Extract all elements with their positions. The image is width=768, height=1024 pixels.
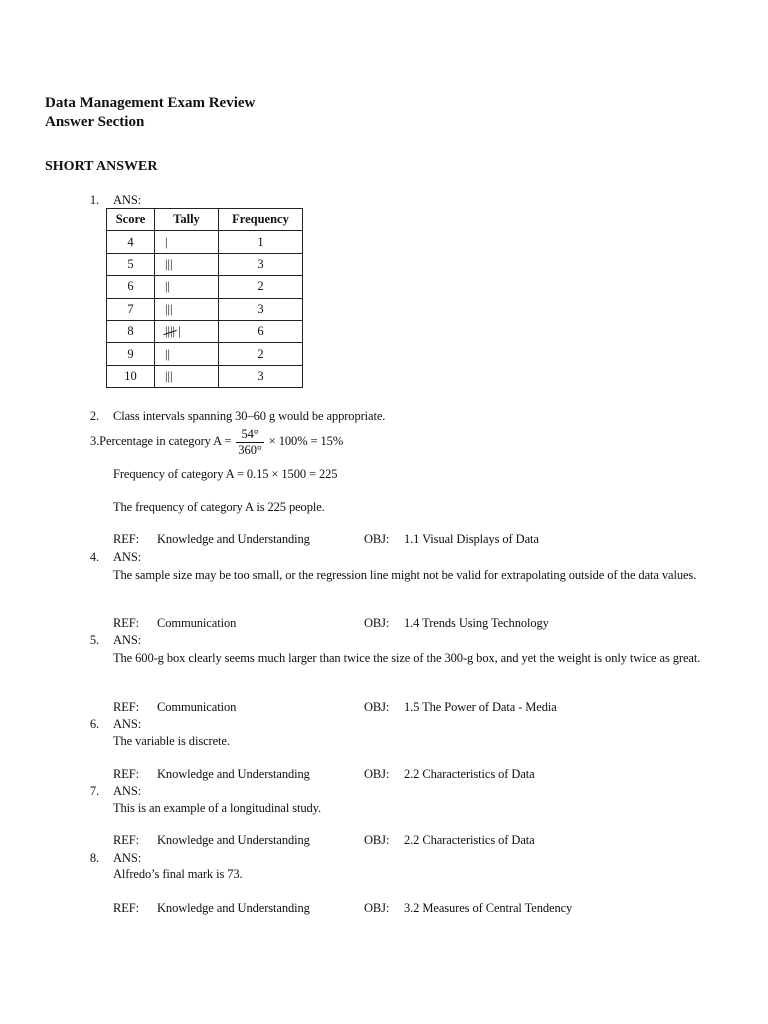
- column-header-frequency: Frequency: [219, 209, 303, 231]
- q7-ans-label: ANS:: [113, 784, 142, 798]
- q7-number: 7.: [89, 784, 99, 798]
- q5-obj-value: 1.5 The Power of Data - Media: [404, 700, 557, 714]
- q7-obj-label: OBJ:: [364, 833, 390, 847]
- q8-ans-label: ANS:: [113, 851, 142, 865]
- q8-obj-label: OBJ:: [364, 901, 390, 915]
- table-header-row: [107, 209, 303, 231]
- q7-ref-value: Knowledge and Understanding: [157, 833, 310, 847]
- tally-cell: |: [155, 231, 219, 253]
- score-cell: 10: [107, 365, 155, 387]
- q6-obj-label: OBJ:: [364, 767, 390, 781]
- frequency-cell: 2: [219, 276, 303, 298]
- q6-ref-value: Knowledge and Understanding: [157, 767, 310, 781]
- table-row: [107, 320, 303, 342]
- q5-ans-label: ANS:: [113, 633, 142, 647]
- q8-obj-value: 3.2 Measures of Central Tendency: [404, 901, 573, 915]
- q3-obj-label: OBJ:: [364, 532, 390, 546]
- q5-obj-label: OBJ:: [364, 700, 390, 714]
- score-cell: 9: [107, 343, 155, 365]
- q5-number: 5.: [89, 633, 99, 647]
- score-cell: 6: [107, 276, 155, 298]
- q6-obj-value: 2.2 Characteristics of Data: [404, 767, 535, 781]
- q8-ref-label: REF:: [113, 901, 139, 915]
- q3-fraction: [236, 427, 263, 458]
- q3-suffix: × 100% = 15%: [268, 434, 344, 448]
- table-row: [107, 253, 303, 275]
- q2-text: Class intervals spanning 30–60 g would be appropriate.: [113, 409, 386, 423]
- q7-text: This is an example of a longitudinal study.: [113, 801, 322, 815]
- tally-cell: ||: [155, 276, 219, 298]
- tally-five-group: ||||: [165, 324, 176, 339]
- frequency-cell: 3: [219, 298, 303, 320]
- section-heading: SHORT ANSWER: [45, 159, 158, 174]
- frequency-cell: 3: [219, 365, 303, 387]
- column-header-tally: Tally: [155, 209, 219, 231]
- tally-cell: |||: [155, 298, 219, 320]
- tally-extra: |: [175, 324, 181, 339]
- score-cell: 5: [107, 253, 155, 275]
- q3-equation: [90, 426, 343, 458]
- frequency-cell: 3: [219, 253, 303, 275]
- q8-ref-value: Knowledge and Understanding: [157, 901, 310, 915]
- q4-ans-label: ANS:: [113, 550, 142, 564]
- q6-ref-label: REF:: [113, 767, 139, 781]
- tally-cell: [155, 320, 219, 342]
- q3-line2: Frequency of category A = 0.15 × 1500 = 225: [113, 467, 338, 481]
- q8-text: Alfredo’s final mark is 73.: [113, 867, 243, 881]
- q7-obj-value: 2.2 Characteristics of Data: [404, 833, 535, 847]
- q1-number: 1.: [89, 193, 99, 207]
- q3-ref-label: REF:: [113, 532, 139, 546]
- frequency-cell: 1: [219, 231, 303, 253]
- q5-text: The 600-g box clearly seems much larger than twice the size of the 300-g box, and yet the weight is only twice as great.: [113, 651, 701, 665]
- q6-number: 6.: [89, 717, 99, 731]
- q4-ref-label: REF:: [113, 616, 139, 630]
- tally-cell: |||: [155, 253, 219, 275]
- q4-number: 4.: [89, 550, 99, 564]
- q3-denominator: 360°: [238, 442, 262, 457]
- document-subtitle: Answer Section: [45, 114, 145, 130]
- q1-ans-label: ANS:: [113, 193, 142, 207]
- tally-cell: ||: [155, 343, 219, 365]
- score-cell: 4: [107, 231, 155, 253]
- frequency-cell: 6: [219, 320, 303, 342]
- q3-ref-value: Knowledge and Understanding: [157, 532, 310, 546]
- q4-ref-value: Communication: [157, 616, 237, 630]
- q3-prefix: 3.Percentage in category A =: [90, 434, 232, 448]
- q2-number: 2.: [89, 409, 99, 423]
- table-row: [107, 231, 303, 253]
- table-row: [107, 365, 303, 387]
- document-title: Data Management Exam Review: [45, 95, 256, 111]
- q7-ref-label: REF:: [113, 833, 139, 847]
- q6-ans-label: ANS:: [113, 717, 142, 731]
- q3-obj-value: 1.1 Visual Displays of Data: [404, 532, 539, 546]
- q5-ref-value: Communication: [157, 700, 237, 714]
- score-cell: 7: [107, 298, 155, 320]
- frequency-table: [106, 208, 303, 388]
- q4-obj-label: OBJ:: [364, 616, 390, 630]
- q5-ref-label: REF:: [113, 700, 139, 714]
- q8-number: 8.: [89, 851, 99, 865]
- q6-text: The variable is discrete.: [113, 734, 230, 748]
- table-row: [107, 343, 303, 365]
- table-row: [107, 276, 303, 298]
- q4-text: The sample size may be too small, or the regression line might not be valid for extrapolating outside of the data values.: [113, 568, 697, 582]
- score-cell: 8: [107, 320, 155, 342]
- q4-obj-value: 1.4 Trends Using Technology: [404, 616, 549, 630]
- q3-line3: The frequency of category A is 225 people.: [113, 500, 325, 514]
- table-row: [107, 298, 303, 320]
- tally-cell: |||: [155, 365, 219, 387]
- q3-numerator: 54°: [236, 427, 263, 443]
- frequency-cell: 2: [219, 343, 303, 365]
- column-header-score: Score: [107, 209, 155, 231]
